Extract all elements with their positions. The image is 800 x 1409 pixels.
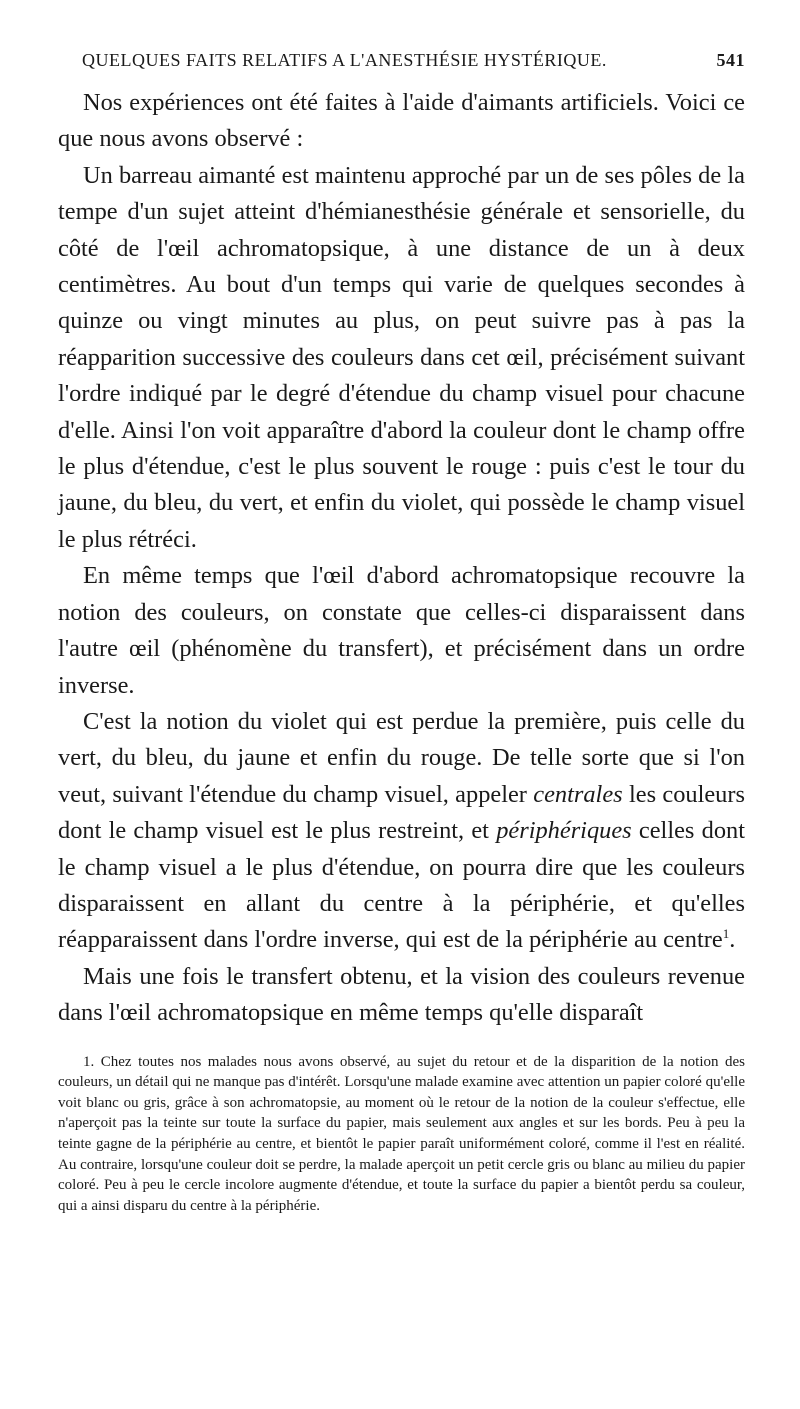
paragraph-4 (58, 704, 745, 959)
running-title: QUELQUES FAITS RELATIFS A L'ANESTHÉSIE HYSTÉRIQUE. (82, 50, 607, 70)
term-centrales: centrales (533, 780, 623, 808)
body-text (58, 85, 745, 1032)
paragraph-2: Un barreau aimanté est maintenu approché par un de ses pôles de la tempe d'un sujet atteint d'hémianesthésie générale et sensorielle, du côté de l'œil achromatopsique, à une distance de un à deux centimètres. Au bout d'un temps qui varie de quelques secondes à quinze ou vingt minutes au plus, on peut suivre pas à pas la réapparition successive des couleurs dans cet œil, précisément suivant l'ordre indiqué par le degré d'étendue du champ visuel pour chacune d'elle. Ainsi l'on voit apparaître d'abord la couleur dont le champ offre le plus d'étendue, c'est le plus souvent le rouge : puis c'est le tour du jaune, du bleu, du vert, et enfin du violet, qui possède le champ visuel le plus rétréci. (58, 161, 745, 553)
footnote-reference[interactable]: 1 (722, 926, 730, 942)
paragraph-1: Nos expériences ont été faites à l'aide d'aimants artificiels. Voici ce que nous avons observé : (58, 89, 745, 153)
page-number: 541 (716, 50, 745, 70)
footnote-marker: 1. (83, 1053, 95, 1070)
paragraph-4-text-b: les couleurs dont le champ visuel est le plus restreint, et (58, 780, 745, 845)
paragraph-4-text-d: . (729, 926, 736, 954)
paragraph-3: En même temps que l'œil d'abord achromatopsique recouvre la notion des couleurs, on constate que celles-ci disparaissent dans l'autre œil (phénomène du transfert), et précisément dans un ordre inverse. (58, 562, 745, 699)
paragraph-4-text-a: C'est la notion du violet qui est perdue la première, puis celle du vert, du bleu, du jaune et enfin du rouge. De telle sorte que si l'on veut, suivant l'étendue du champ visuel, appeler (58, 707, 745, 808)
paragraph-4-text-c: celles dont le champ visuel a le plus d'étendue, on pourra dire que les couleurs disparaissent en allant du centre à la périphérie, et qu'elles réapparaissent dans l'ordre inverse, qui est de la périphérie au centre (58, 817, 745, 954)
footnote-paragraph (58, 1052, 745, 1217)
term-peripheriques: périphériques (496, 817, 632, 845)
paragraph-5: Mais une fois le transfert obtenu, et la vision des couleurs revenue dans l'œil achromatopsique en même temps qu'elle disparaît (58, 962, 745, 1027)
running-header (58, 50, 745, 71)
footnote (58, 1052, 745, 1217)
footnote-text: Chez toutes nos malades nous avons observé, au sujet du retour et de la disparition de la notion des couleurs, un détail qui ne manque pas d'intérêt. Lorsqu'une malade examine avec attention un papier coloré qu'elle voit blanc ou gris, grâce à son achromatopsie, au moment où le retour de la notion de la couleur s'effectue, elle n'aperçoit pas la teinte sur toute la surface du papier, mais seulement aux angles et sur les bords. Peu à peu la teinte gagne de la périphérie au centre, et bientôt le papier paraît uniformément coloré, comme il l'est en réalité. Au contraire, lorsqu'une couleur doit se perdre, la malade aperçoit un petit cercle gris ou blanc au milieu du papier coloré. Peu à peu le cercle incolore augmente d'étendue, et toute la surface du papier a bientôt perdu sa couleur, qui a ainsi disparu du centre à la périphérie. (58, 1053, 745, 1214)
